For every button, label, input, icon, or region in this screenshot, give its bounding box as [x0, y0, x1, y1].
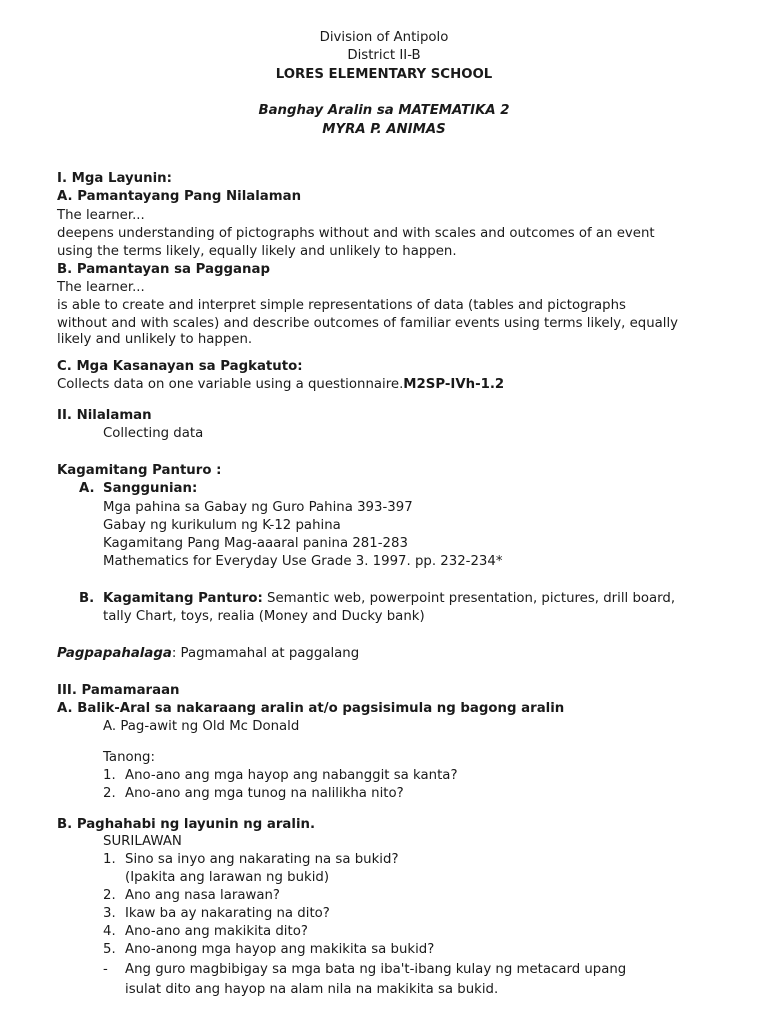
- activity-text: (Ipakita ang larawan ng bukid): [125, 870, 330, 885]
- kagamitan-b-line: [79, 590, 675, 608]
- question-text: Ano-ano ang mga hayop ang nabanggit sa kanta?: [125, 768, 458, 783]
- reference-item: Kagamitang Pang Mag-aaaral panina 281-283: [103, 536, 408, 551]
- layunin-c-heading: C. Mga Kasanayan sa Pagkatuto:: [57, 359, 303, 374]
- activity-number: 4.: [103, 924, 116, 939]
- activity-number: 1.: [103, 852, 116, 867]
- pagpapahalaga-line: [57, 645, 359, 663]
- activity-text: Ano ang nasa larawan?: [125, 888, 280, 903]
- district-name: District II-B: [347, 48, 421, 63]
- activity-text: Ang guro magbibigay sa mga bata ng iba't-ibang kulay ng metacard upang: [125, 962, 627, 977]
- layunin-a-text: deepens understanding of pictographs without and with scales and outcomes of an event: [57, 226, 655, 241]
- school-name: LORES ELEMENTARY SCHOOL: [275, 67, 493, 82]
- activity-item: [103, 905, 330, 923]
- layunin-a-heading: A. Pamantayang Pang Nilalaman: [57, 189, 302, 204]
- activity-item: [103, 869, 329, 887]
- reference-item: Gabay ng kurikulum ng K-12 pahina: [103, 518, 341, 533]
- question-number: 2.: [103, 786, 116, 801]
- layunin-b-text: without and with scales) and describe outcomes of familiar events using terms likely, equally: [57, 316, 679, 331]
- layunin-a-text: using the terms likely, equally likely and unlikely to happen.: [57, 244, 457, 259]
- layunin-b-heading: B. Pamantayan sa Pagganap: [57, 262, 270, 277]
- activity-item: [103, 887, 280, 905]
- activity-number: 5.: [103, 942, 116, 957]
- layunin-b-learner: The learner...: [57, 280, 145, 295]
- layunin-heading: I. Mga Layunin:: [57, 171, 172, 186]
- question-item: [103, 767, 458, 785]
- layunin-a-learner: The learner...: [57, 208, 145, 223]
- kagamitan-b-text: Semantic web, powerpoint presentation, pictures, drill board,: [262, 591, 676, 606]
- pamamaraan-heading: III. Pamamaraan: [57, 683, 180, 698]
- activity-item: [103, 981, 498, 999]
- nilalaman-heading: II. Nilalaman: [57, 408, 152, 423]
- activity-number: 3.: [103, 906, 116, 921]
- activity-item: [103, 941, 434, 959]
- activity-text: Sino sa inyo ang nakarating na sa bukid?: [125, 852, 399, 867]
- question-text: Ano-ano ang mga tunog na nalilikha nito?: [125, 786, 404, 801]
- teacher-name: MYRA P. ANIMAS: [322, 122, 446, 137]
- layunin-b-text: likely and unlikely to happen.: [57, 332, 253, 347]
- layunin-c-text: [57, 376, 504, 394]
- activity-item: [103, 961, 626, 979]
- pagpapahalaga-label: Pagpapahalaga: [57, 646, 172, 661]
- activity-text: Ano-ano ang makikita dito?: [125, 924, 308, 939]
- layunin-c-description: Collects data on one variable using a questionnaire.: [57, 377, 404, 392]
- pamamaraan-b-heading: B. Paghahabi ng layunin ng aralin.: [57, 817, 316, 832]
- layunin-b-text: is able to create and interpret simple representations of data (tables and pictographs: [57, 298, 626, 313]
- reference-item: Mga pahina sa Gabay ng Guro Pahina 393-397: [103, 500, 413, 515]
- pamamaraan-a-heading: A. Balik-Aral sa nakaraang aralin at/o pagsisimula ng bagong aralin: [57, 701, 565, 716]
- activity-text: Ikaw ba ay nakarating na dito?: [125, 906, 330, 921]
- activity-item: [103, 923, 308, 941]
- kagamitan-heading: Kagamitang Panturo :: [57, 463, 222, 478]
- sanggunian-letter: A.: [79, 481, 95, 496]
- document-title: Banghay Aralin sa MATEMATIKA 2: [258, 103, 510, 118]
- activity-bullet: -: [103, 962, 108, 977]
- activity-text: Ano-anong mga hayop ang makikita sa bukid?: [125, 942, 435, 957]
- pagpapahalaga-text: : Pagmamahal at paggalang: [171, 646, 360, 661]
- question-number: 1.: [103, 768, 116, 783]
- question-item: [103, 785, 404, 803]
- activity-item: [103, 851, 399, 869]
- tanong-label: Tanong:: [103, 750, 155, 765]
- division-name: Division of Antipolo: [319, 30, 449, 45]
- nilalaman-text: Collecting data: [103, 426, 204, 441]
- activity-number: 2.: [103, 888, 116, 903]
- kagamitan-b-text: tally Chart, toys, realia (Money and Ducky bank): [103, 609, 425, 624]
- activity-text: isulat dito ang hayop na alam nila na makikita sa bukid.: [125, 982, 499, 997]
- kagamitan-b-label: Kagamitang Panturo:: [103, 591, 263, 606]
- pamamaraan-a-sub: A. Pag-awit ng Old Mc Donald: [103, 719, 300, 734]
- reference-item: Mathematics for Everyday Use Grade 3. 1997. pp. 232-234*: [103, 554, 503, 569]
- sanggunian-heading: [79, 480, 197, 498]
- competency-code: M2SP-IVh-1.2: [403, 377, 505, 392]
- sanggunian-label: Sanggunian:: [103, 481, 198, 496]
- kagamitan-b-letter: B.: [79, 591, 95, 606]
- surilawan-label: SURILAWAN: [103, 834, 182, 849]
